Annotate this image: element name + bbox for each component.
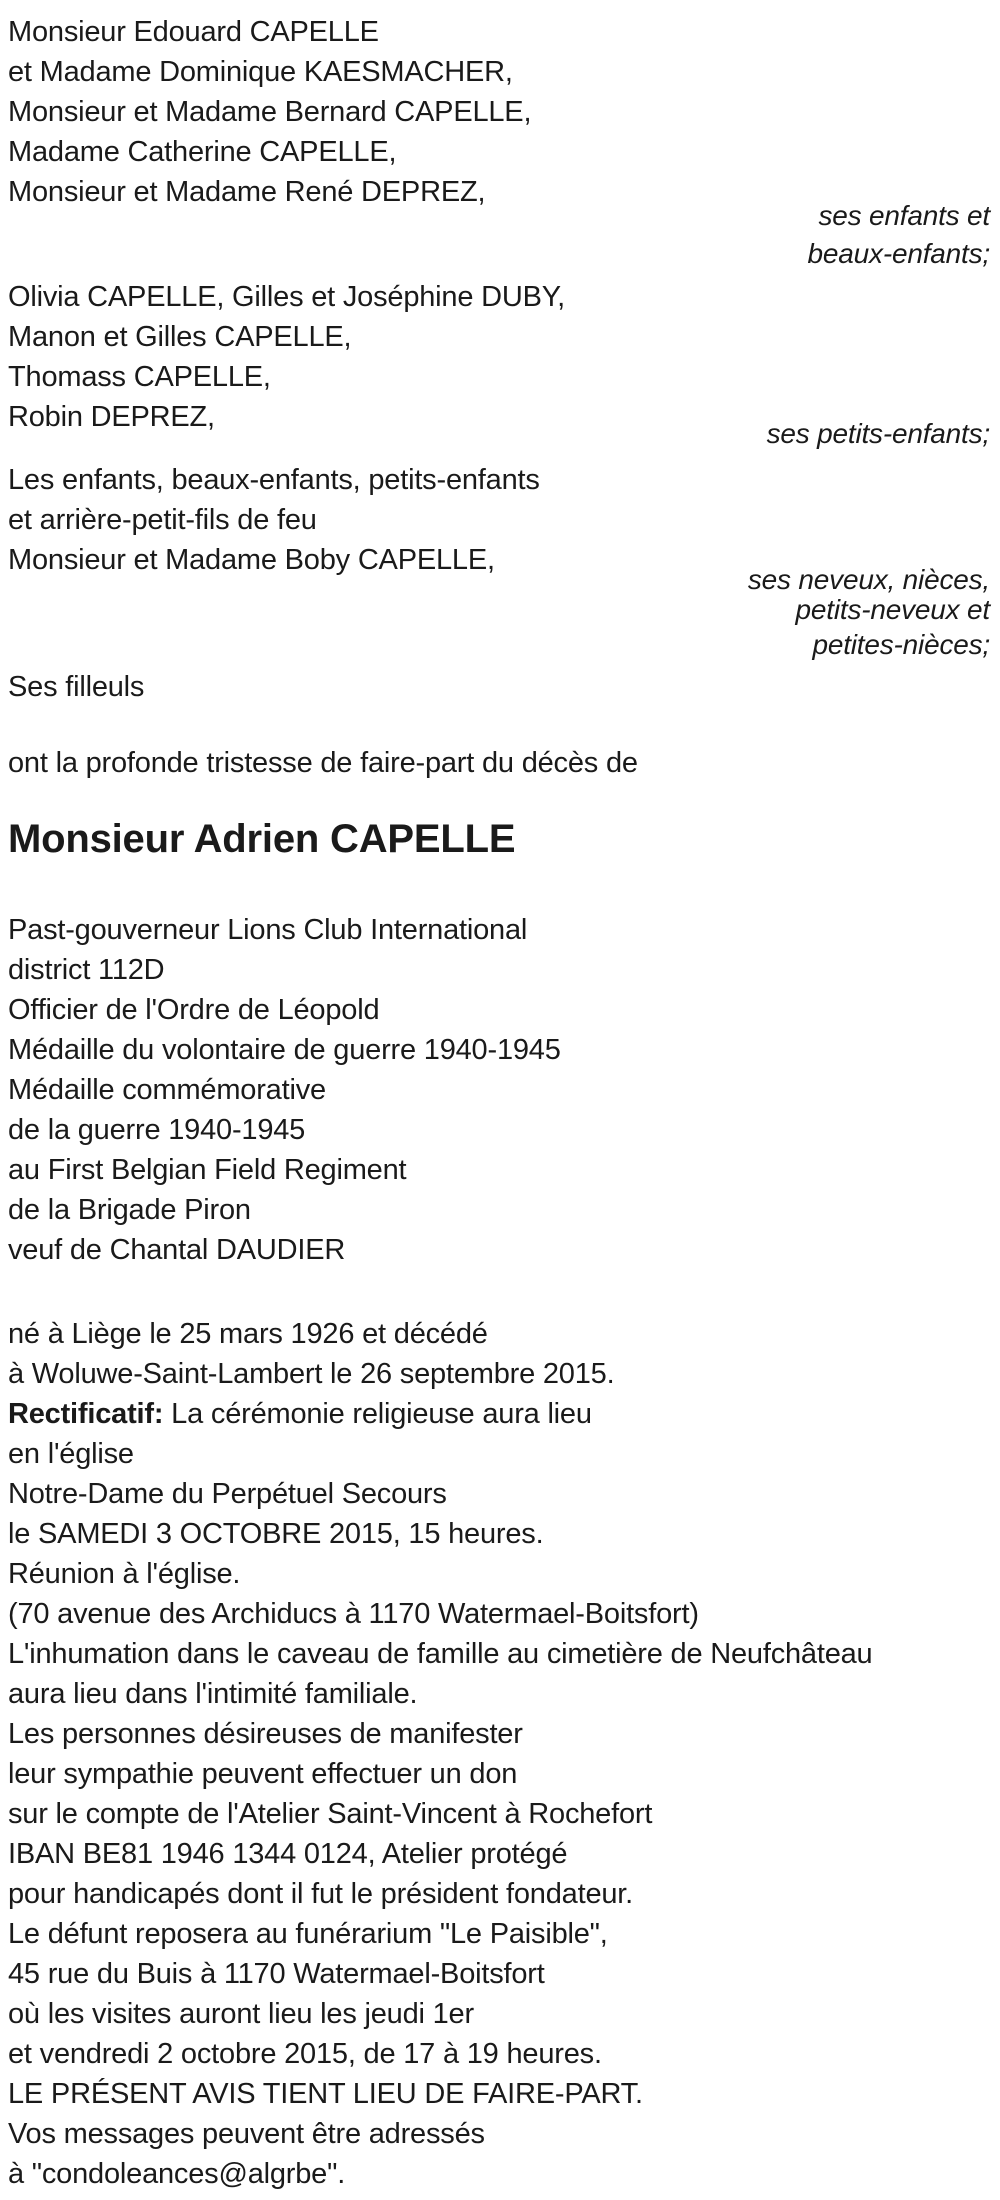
name-line: Thomass CAPELLE, bbox=[8, 361, 271, 393]
funeral-detail-lines bbox=[8, 1434, 990, 2194]
godchildren-block bbox=[8, 667, 990, 707]
honor-line: Officier de l'Ordre de Léopold bbox=[8, 994, 380, 1026]
children-names-list bbox=[8, 12, 990, 212]
rectificatif-text: La cérémonie religieuse aura lieu bbox=[163, 1398, 592, 1430]
honor-line: Médaille commémorative bbox=[8, 1074, 326, 1106]
family-block-nephews-nieces bbox=[8, 460, 990, 665]
notice-line: leur sympathie peuvent effectuer un don bbox=[8, 1758, 518, 1790]
honor-line: Past-gouverneur Lions Club International bbox=[8, 914, 528, 946]
name-line: Monsieur Edouard CAPELLE bbox=[8, 16, 379, 48]
notice-line: né à Liège le 25 mars 1926 et décédé bbox=[8, 1318, 488, 1350]
name-line: Robin DEPREZ, bbox=[8, 401, 215, 433]
relation-line: ses neveux, nièces, bbox=[747, 564, 990, 595]
notice-line: et vendredi 2 octobre 2015, de 17 à 19 heures. bbox=[8, 2038, 602, 2070]
name-line: Olivia CAPELLE, Gilles et Joséphine DUBY, bbox=[8, 281, 566, 313]
honor-line: veuf de Chantal DAUDIER bbox=[8, 1234, 346, 1266]
notice-line: Réunion à l'église. bbox=[8, 1558, 241, 1590]
notice-line: Notre-Dame du Perpétuel Secours bbox=[8, 1478, 447, 1510]
grandchildren-names-list bbox=[8, 277, 990, 437]
name-line: Madame Catherine CAPELLE, bbox=[8, 136, 397, 168]
notice-line: aura lieu dans l'intimité familiale. bbox=[8, 1678, 418, 1710]
relation-line: petits-neveux et bbox=[795, 594, 990, 625]
announcement-line: ont la profonde tristesse de faire-part du décès de bbox=[8, 747, 638, 779]
name-line: Les enfants, beaux-enfants, petits-enfants bbox=[8, 464, 540, 496]
honor-line: au First Belgian Field Regiment bbox=[8, 1154, 407, 1186]
family-block-children bbox=[8, 12, 990, 273]
announcement-block bbox=[8, 743, 990, 783]
honor-line: de la Brigade Piron bbox=[8, 1194, 251, 1226]
family-block-grandchildren bbox=[8, 277, 990, 453]
name-line: et Madame Dominique KAESMACHER, bbox=[8, 56, 513, 88]
notice-line: sur le compte de l'Atelier Saint-Vincent à Rochefort bbox=[8, 1798, 653, 1830]
notice-line: en l'église bbox=[8, 1438, 134, 1470]
notice-line: à "condoleances@algrbe". bbox=[8, 2158, 346, 2190]
notice-line: le SAMEDI 3 OCTOBRE 2015, 15 heures. bbox=[8, 1518, 544, 1550]
godchildren-line: Ses filleuls bbox=[8, 671, 145, 703]
birth-death-lines bbox=[8, 1314, 990, 1394]
notice-line: 45 rue du Buis à 1170 Watermael-Boitsfort bbox=[8, 1958, 545, 1990]
notice-line: Le défunt reposera au funérarium "Le Paisible", bbox=[8, 1918, 608, 1950]
name-line: et arrière-petit-fils de feu bbox=[8, 504, 317, 536]
name-line: Manon et Gilles CAPELLE, bbox=[8, 321, 352, 353]
relation-label-nephews-nieces bbox=[8, 565, 990, 665]
rectificatif-line bbox=[8, 1394, 990, 1434]
deceased-name-heading: Monsieur Adrien CAPELLE bbox=[8, 817, 516, 861]
notice-line: L'inhumation dans le caveau de famille au cimetière de Neufchâteau bbox=[8, 1638, 873, 1670]
honor-line: district 112D bbox=[8, 954, 165, 986]
nephews-names-list bbox=[8, 460, 990, 580]
notice-line: à Woluwe-Saint-Lambert le 26 septembre 2015. bbox=[8, 1358, 615, 1390]
honor-line: Médaille du volontaire de guerre 1940-1945 bbox=[8, 1034, 561, 1066]
notice-line: (70 avenue des Archiducs à 1170 Watermael-Boitsfort) bbox=[8, 1598, 699, 1630]
notice-line: pour handicapés dont il fut le président fondateur. bbox=[8, 1878, 634, 1910]
relation-line: petites-nièces; bbox=[812, 629, 990, 660]
notice-line: Vos messages peuvent être adressés bbox=[8, 2118, 485, 2150]
rectificatif-label: Rectificatif: bbox=[8, 1398, 164, 1430]
notice-line: IBAN BE81 1946 1344 0124, Atelier protégé bbox=[8, 1838, 568, 1870]
name-line: Monsieur et Madame René DEPREZ, bbox=[8, 176, 486, 208]
honor-line: de la guerre 1940-1945 bbox=[8, 1114, 306, 1146]
name-line: Monsieur et Madame Bernard CAPELLE, bbox=[8, 96, 532, 128]
notice-line: où les visites auront lieu les jeudi 1er bbox=[8, 1998, 474, 2030]
relation-line: ses petits-enfants; bbox=[766, 418, 990, 449]
relation-line: beaux-enfants; bbox=[807, 238, 990, 269]
funeral-notice bbox=[8, 1314, 990, 2194]
honors-list bbox=[8, 910, 990, 1270]
notice-line: LE PRÉSENT AVIS TIENT LIEU DE FAIRE-PART. bbox=[8, 2078, 643, 2110]
name-line: Monsieur et Madame Boby CAPELLE, bbox=[8, 544, 495, 576]
notice-line: Les personnes désireuses de manifester bbox=[8, 1718, 523, 1750]
relation-line: ses enfants et bbox=[818, 200, 990, 231]
